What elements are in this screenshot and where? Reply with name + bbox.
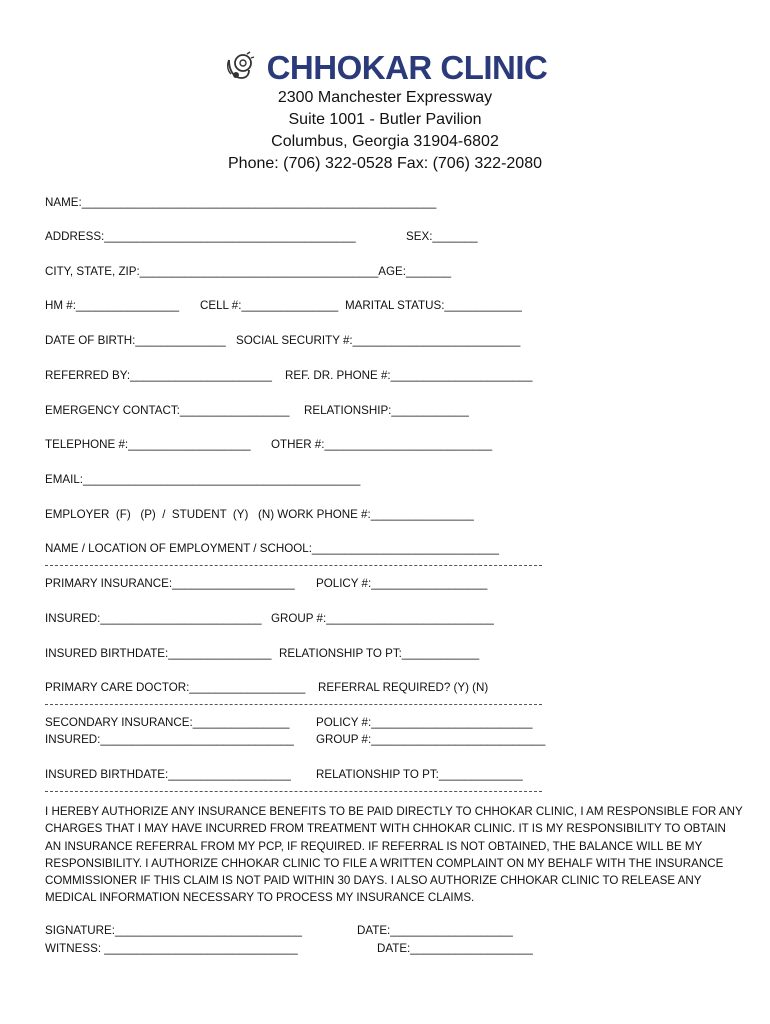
secondary-policy-field[interactable]: POLICY #:_________________________ <box>316 716 533 729</box>
section-divider <box>45 791 542 792</box>
emergency-contact-field[interactable]: EMERGENCY CONTACT:_________________ <box>45 404 290 417</box>
cell-phone-field[interactable]: CELL #:_______________ <box>200 299 339 312</box>
referral-required-field[interactable]: REFERRAL REQUIRED? (Y) (N) <box>318 681 489 694</box>
secondary-insured-birthdate-field[interactable]: INSURED BIRTHDATE:___________________ <box>45 768 291 781</box>
authorization-line: AN INSURANCE REFERRAL FROM MY PCP, IF REQUIRED. IF REFERRAL IS NOT OBTAINED, THE BALANCE WILL BE MY <box>45 839 703 853</box>
signature-date-field[interactable]: DATE:___________________ <box>357 924 513 937</box>
relationship-field[interactable]: RELATIONSHIP:____________ <box>304 404 469 417</box>
primary-care-doctor-field[interactable]: PRIMARY CARE DOCTOR:__________________ <box>45 681 306 694</box>
witness-date-field[interactable]: DATE:___________________ <box>377 942 533 955</box>
name-field[interactable]: NAME:_______________________________________________________ <box>45 196 437 209</box>
authorization-line: COMMISSIONER IF THIS CLAIM IS NOT PAID WITHIN 30 DAYS. I ALSO AUTHORIZE CHHOKAR CLINIC TO RELEASE ANY <box>45 874 702 888</box>
secondary-insurance-field[interactable]: SECONDARY INSURANCE:_______________ <box>45 716 290 729</box>
date-of-birth-field[interactable]: DATE OF BIRTH:______________ <box>45 334 226 347</box>
section-divider <box>45 565 542 566</box>
secondary-group-field[interactable]: GROUP #:___________________________ <box>316 733 546 746</box>
employer-student-field[interactable]: EMPLOYER (F) (P) / STUDENT (Y) (N) WORK PHONE #:________________ <box>45 508 474 521</box>
address-line-1: 2300 Manchester Expressway <box>277 89 493 106</box>
section-divider <box>45 704 542 705</box>
ref-dr-phone-field[interactable]: REF. DR. PHONE #:______________________ <box>285 369 533 382</box>
employment-location-field[interactable]: NAME / LOCATION OF EMPLOYMENT / SCHOOL:_____________________________ <box>45 542 499 555</box>
sex-field[interactable]: SEX:_______ <box>406 230 478 243</box>
clinic-logo <box>0 46 770 90</box>
stethoscope-logo-icon <box>223 50 259 86</box>
primary-insured-birthdate-field[interactable]: INSURED BIRTHDATE:________________ <box>45 647 272 660</box>
phone-fax: Phone: (706) 322-0528 Fax: (706) 322-2080 <box>228 155 542 172</box>
referred-by-field[interactable]: REFERRED BY:______________________ <box>45 369 272 382</box>
clinic-name: CHHOKAR CLINIC <box>266 49 548 86</box>
primary-insured-field[interactable]: INSURED:_________________________ <box>45 612 262 625</box>
telephone-field[interactable]: TELEPHONE #:___________________ <box>45 438 251 451</box>
authorization-line: RESPONSIBILITY. I AUTHORIZE CHHOKAR CLINIC TO FILE A WRITTEN COMPLAINT ON MY BEHALF WITH THE INSURANCE <box>45 856 724 870</box>
authorization-statement <box>45 803 743 907</box>
secondary-relationship-to-pt-field[interactable]: RELATIONSHIP TO PT:_____________ <box>316 768 523 781</box>
email-field[interactable]: EMAIL:___________________________________________ <box>45 473 361 486</box>
social-security-field[interactable]: SOCIAL SECURITY #:__________________________ <box>236 334 521 347</box>
authorization-line: MEDICAL INFORMATION NECESSARY TO PROCESS MY INSURANCE CLAIMS. <box>45 891 475 905</box>
city-state-zip-age-field[interactable]: CITY, STATE, ZIP:_____________________________________AGE:_______ <box>45 265 452 278</box>
authorization-line: I HEREBY AUTHORIZE ANY INSURANCE BENEFITS TO BE PAID DIRECTLY TO CHHOKAR CLINIC, I AM RESPONSIBLE FOR ANY <box>45 805 743 818</box>
other-phone-field[interactable]: OTHER #:__________________________ <box>271 438 493 451</box>
witness-field[interactable]: WITNESS: ______________________________ <box>45 942 298 955</box>
address-line-2: Suite 1001 - Butler Pavilion <box>288 111 482 128</box>
address-line-3: Columbus, Georgia 31904-6802 <box>271 133 499 150</box>
primary-insurance-field[interactable]: PRIMARY INSURANCE:___________________ <box>45 577 295 590</box>
marital-status-field[interactable]: MARITAL STATUS:____________ <box>345 299 522 312</box>
primary-relationship-to-pt-field[interactable]: RELATIONSHIP TO PT:____________ <box>279 647 480 660</box>
address-field[interactable]: ADDRESS:_______________________________________ <box>45 230 356 243</box>
authorization-line: CHARGES THAT I MAY HAVE INCURRED FROM TREATMENT WITH CHHOKAR CLINIC. IT IS MY RESPONSIBILITY TO OBTAIN <box>45 822 726 836</box>
home-phone-field[interactable]: HM #:________________ <box>45 299 180 312</box>
primary-group-field[interactable]: GROUP #:__________________________ <box>271 612 494 625</box>
signature-field[interactable]: SIGNATURE:_____________________________ <box>45 924 302 937</box>
secondary-insured-field[interactable]: INSURED:______________________________ <box>45 733 294 746</box>
primary-policy-field[interactable]: POLICY #:__________________ <box>316 577 488 590</box>
